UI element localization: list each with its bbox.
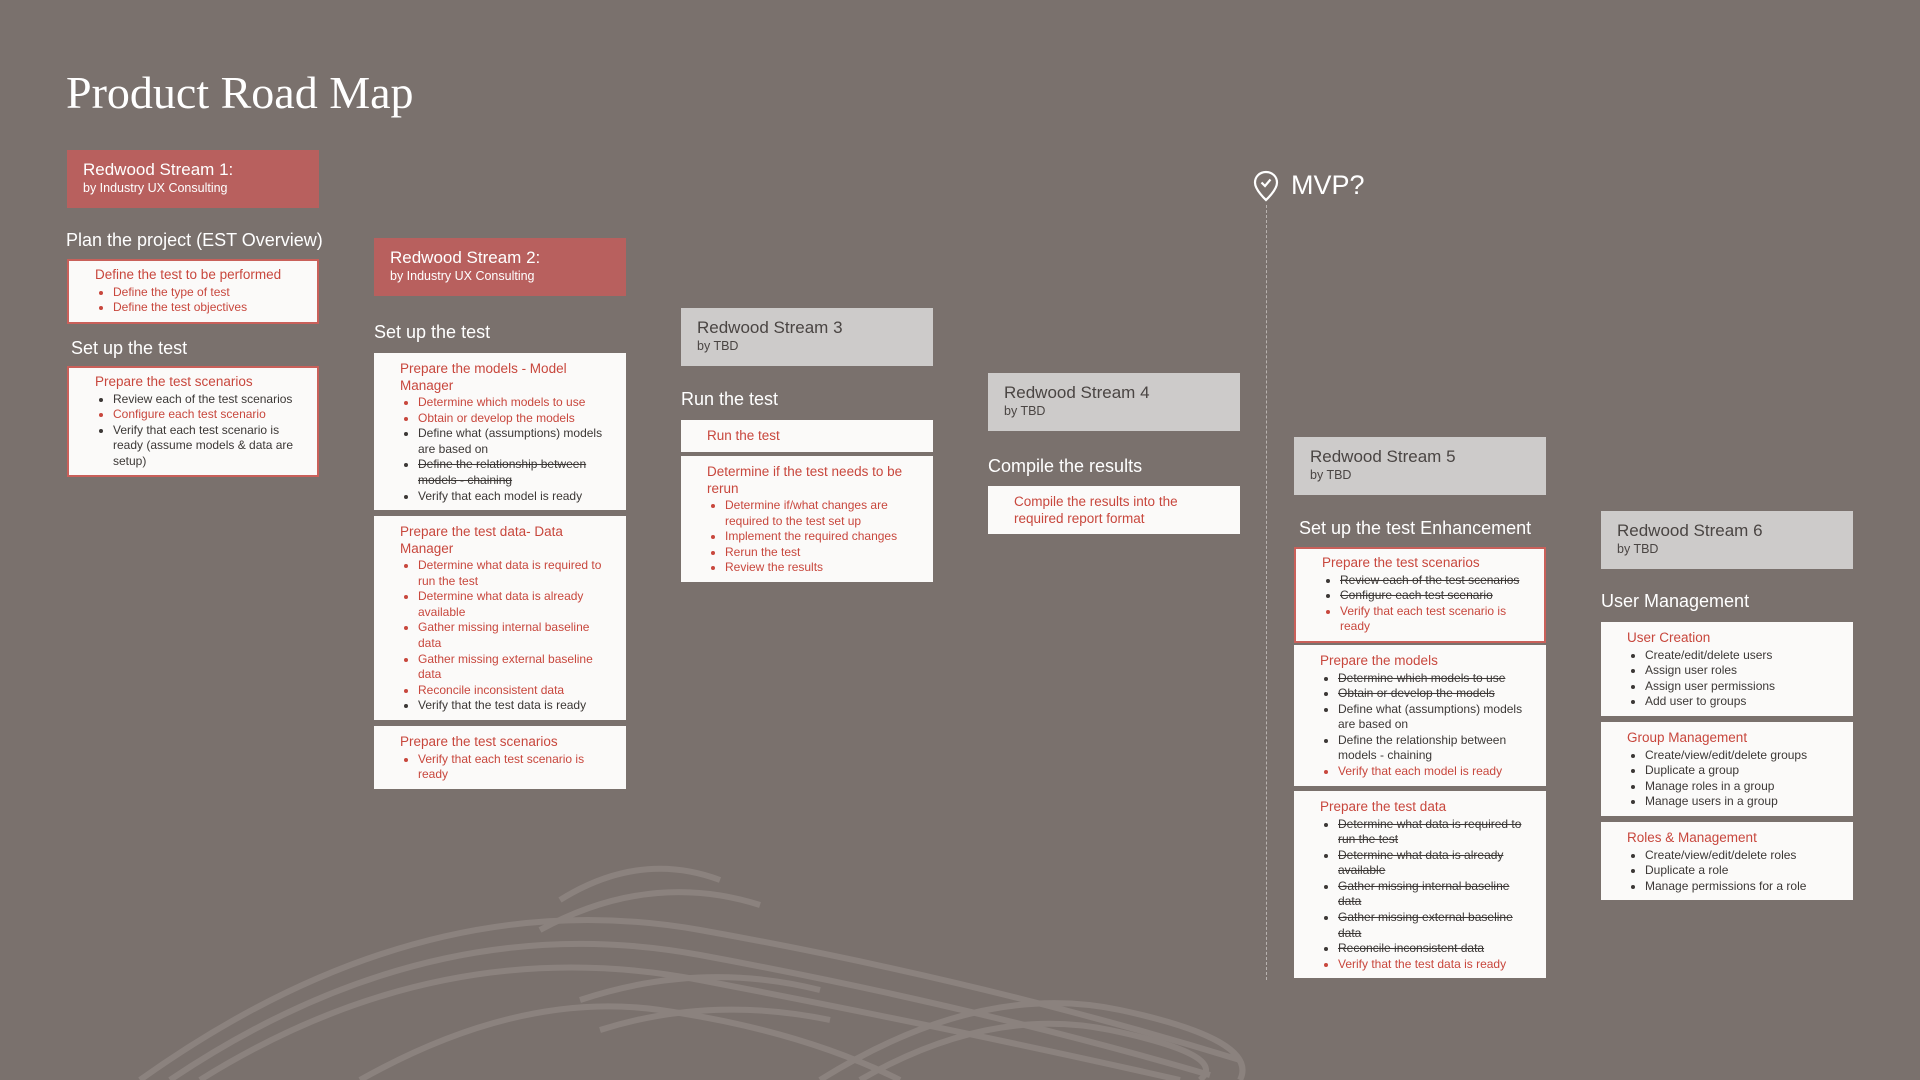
list-item: • Determine what data is required to run the test bbox=[418, 558, 616, 589]
card-title: Prepare the test data bbox=[1320, 799, 1447, 814]
list-item: • Create/view/edit/delete groups bbox=[1645, 748, 1843, 764]
list-item: • Define what (assumptions) models are based on bbox=[1338, 702, 1536, 733]
list-item: • Gather missing internal baseline data bbox=[418, 620, 616, 651]
card-title: Group Management bbox=[1627, 730, 1748, 745]
section-title: User Management bbox=[1601, 591, 1750, 611]
list-item: • Determine which models to use bbox=[1338, 671, 1536, 687]
card-title: Run the test bbox=[707, 428, 780, 443]
task-card bbox=[681, 456, 933, 582]
stream-subtitle: by TBD bbox=[1617, 542, 1659, 556]
list-item: • Duplicate a group bbox=[1645, 763, 1843, 779]
task-card bbox=[67, 259, 319, 324]
list-item: • Define the test objectives bbox=[113, 300, 307, 316]
list-item: • Verify that each model is ready bbox=[1338, 764, 1536, 780]
location-pin-icon bbox=[1253, 170, 1279, 202]
list-item: • Manage permissions for a role bbox=[1645, 879, 1843, 895]
card-title: Prepare the test data- Data Manager bbox=[400, 524, 563, 556]
list-item: • Verify that each model is ready bbox=[418, 489, 616, 505]
card-title: Roles & Management bbox=[1627, 830, 1757, 845]
list-item: • Configure each test scenario bbox=[1340, 588, 1534, 604]
section-title: Plan the project (EST Overview) bbox=[66, 230, 323, 250]
list-item: • Review each of the test scenarios bbox=[1340, 573, 1534, 589]
section-title: Set up the test bbox=[374, 322, 491, 342]
stream-title: Redwood Stream 5 bbox=[1310, 447, 1456, 466]
stream-5-header bbox=[1294, 437, 1546, 495]
stream-title: Redwood Stream 2: bbox=[390, 248, 541, 267]
stream-3-header bbox=[681, 308, 933, 366]
card-title: Prepare the test scenarios bbox=[95, 374, 253, 389]
stream-subtitle: by Industry UX Consulting bbox=[83, 181, 228, 195]
card-title: Prepare the test scenarios bbox=[400, 734, 558, 749]
task-card bbox=[374, 516, 626, 720]
task-card bbox=[1294, 547, 1546, 643]
stream-2-header bbox=[374, 238, 626, 296]
list-item: • Create/edit/delete users bbox=[1645, 648, 1843, 664]
list-item: • Determine what data is already available bbox=[1338, 848, 1536, 879]
card-title: Define the test to be performed bbox=[95, 267, 282, 282]
stream-title: Redwood Stream 6 bbox=[1617, 521, 1763, 540]
task-card bbox=[374, 726, 626, 789]
section-title: Run the test bbox=[681, 389, 779, 409]
task-card bbox=[988, 486, 1240, 534]
list-item: • Obtain or develop the models bbox=[1338, 686, 1536, 702]
list-item: • Duplicate a role bbox=[1645, 863, 1843, 879]
section-title: Set up the test bbox=[71, 338, 188, 358]
stream-4-header bbox=[988, 373, 1240, 431]
mvp-divider-line bbox=[1266, 205, 1267, 980]
list-item: • Determine if/what changes are required to the test set up bbox=[725, 498, 923, 529]
list-item: • Create/view/edit/delete roles bbox=[1645, 848, 1843, 864]
card-title: User Creation bbox=[1627, 630, 1711, 645]
list-item: • Manage users in a group bbox=[1645, 794, 1843, 810]
list-item: • Rerun the test bbox=[725, 545, 923, 561]
task-card bbox=[374, 353, 626, 510]
stream-title: Redwood Stream 3 bbox=[697, 318, 843, 337]
list-item: • Verify that the test data is ready bbox=[418, 698, 616, 714]
task-card bbox=[1601, 822, 1853, 900]
list-item: • Define what (assumptions) models are based on bbox=[418, 426, 616, 457]
task-card bbox=[67, 366, 319, 477]
list-item: • Gather missing external baseline data bbox=[418, 652, 616, 683]
list-item: • Assign user roles bbox=[1645, 663, 1843, 679]
list-item: • Review the results bbox=[725, 560, 923, 576]
card-title: Determine if the test needs to be rerun bbox=[707, 464, 903, 496]
task-card bbox=[1601, 722, 1853, 816]
list-item: • Configure each test scenario bbox=[113, 407, 307, 423]
list-item: • Define the type of test bbox=[113, 285, 307, 301]
section-title: Compile the results bbox=[988, 456, 1143, 476]
list-item: • Verify that each test scenario is ready bbox=[1340, 604, 1534, 635]
list-item: • Implement the required changes bbox=[725, 529, 923, 545]
stream-subtitle: by TBD bbox=[1310, 468, 1352, 482]
stream-subtitle: by Industry UX Consulting bbox=[390, 269, 535, 283]
stream-subtitle: by TBD bbox=[1004, 404, 1046, 418]
list-item: • Obtain or develop the models bbox=[418, 411, 616, 427]
stream-subtitle: by TBD bbox=[697, 339, 739, 353]
list-item: • Review each of the test scenarios bbox=[113, 392, 307, 408]
stream-6-header bbox=[1601, 511, 1853, 569]
list-item: • Determine what data is already available bbox=[418, 589, 616, 620]
list-item: • Verify that each test scenario is ready bbox=[418, 752, 616, 783]
mvp-label: MVP? bbox=[1291, 170, 1365, 200]
task-card bbox=[1294, 791, 1546, 978]
list-item: • Verify that the test data is ready bbox=[1338, 957, 1536, 973]
stream-1-header bbox=[67, 150, 319, 208]
list-item: • Reconcile inconsistent data bbox=[418, 683, 616, 699]
list-item: • Add user to groups bbox=[1645, 694, 1843, 710]
list-item: • Gather missing external baseline data bbox=[1338, 910, 1536, 941]
task-card bbox=[1294, 645, 1546, 786]
task-card bbox=[1601, 622, 1853, 716]
card-title: Prepare the models bbox=[1320, 653, 1438, 668]
task-card bbox=[681, 420, 933, 452]
list-item: • Determine which models to use bbox=[418, 395, 616, 411]
list-item: • Assign user permissions bbox=[1645, 679, 1843, 695]
list-item: • Define the relationship between models - chaining bbox=[1338, 733, 1536, 764]
list-item: • Gather missing internal baseline data bbox=[1338, 879, 1536, 910]
list-item: • Reconcile inconsistent data bbox=[1338, 941, 1536, 957]
list-item: • Manage roles in a group bbox=[1645, 779, 1843, 795]
section-title: Set up the test Enhancement bbox=[1299, 518, 1532, 538]
list-item: • Define the relationship between models - chaining bbox=[418, 457, 616, 488]
card-title: Prepare the test scenarios bbox=[1322, 555, 1480, 570]
stream-title: Redwood Stream 4 bbox=[1004, 383, 1150, 402]
list-item: • Verify that each test scenario is ready (assume models & data are setup) bbox=[113, 423, 307, 470]
list-item: • Determine what data is required to run the test bbox=[1338, 817, 1536, 848]
card-title: Prepare the models - Model Manager bbox=[400, 361, 567, 393]
card-title: Compile the results into the required report format bbox=[1014, 494, 1178, 526]
page-title: Product Road Map bbox=[66, 67, 414, 118]
stream-title: Redwood Stream 1: bbox=[83, 160, 234, 179]
